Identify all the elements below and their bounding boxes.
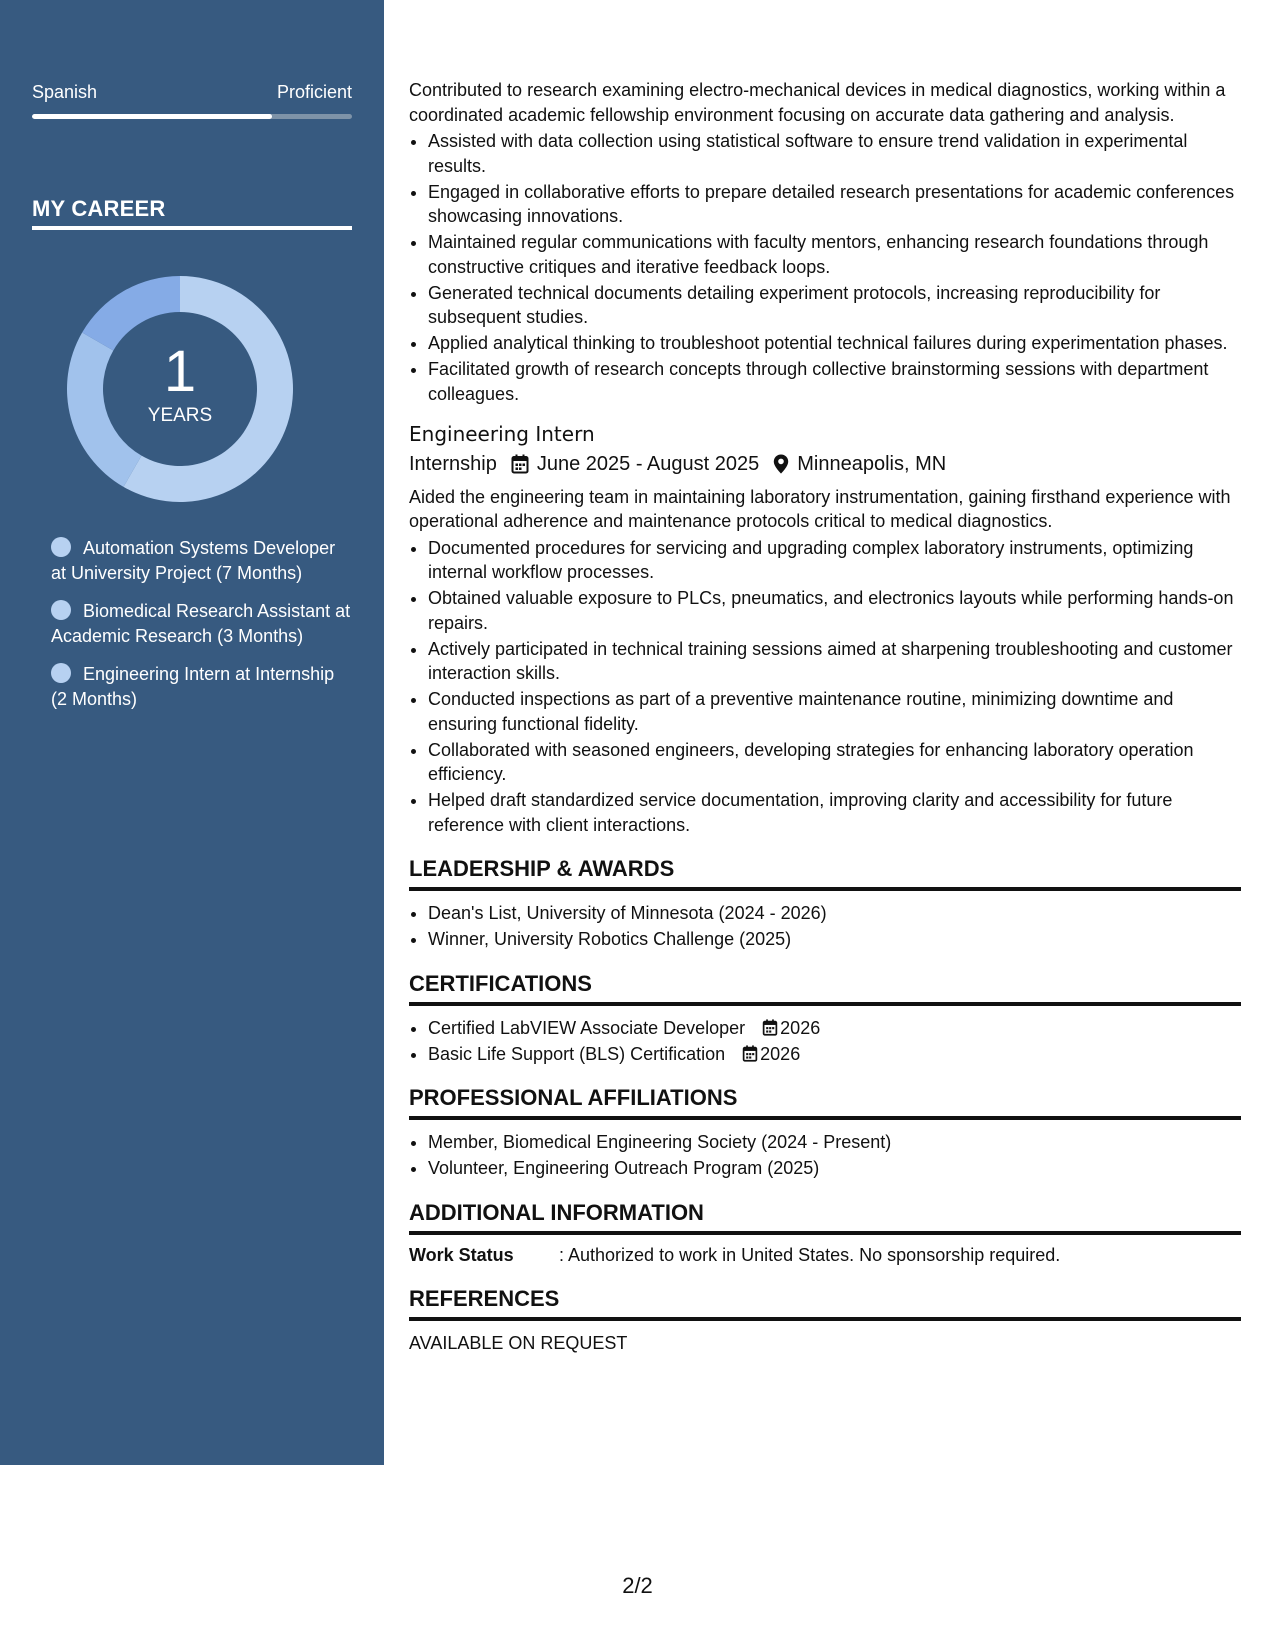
calendar-icon bbox=[511, 454, 529, 474]
certification-item bbox=[428, 1016, 1241, 1041]
job-bullet: • Generated technical documents detailing experiment protocols, increasing reproducibility for subsequent studies. bbox=[428, 281, 1241, 330]
job-company: Internship bbox=[409, 453, 497, 475]
legend-dot bbox=[51, 663, 71, 683]
certification-year: 2026 bbox=[780, 1017, 821, 1038]
job-bullet: • Actively participated in technical training sessions aimed at sharpening troubleshooting and customer interaction skills. bbox=[428, 637, 1241, 686]
section-heading-certifications: CERTIFICATIONS bbox=[409, 970, 1241, 1006]
legend-dot bbox=[51, 537, 71, 557]
list-item: • Dean's List, University of Minnesota (2024 - 2026) bbox=[428, 901, 1241, 926]
work-status-row bbox=[409, 1243, 1241, 1268]
section-heading-additional-info: ADDITIONAL INFORMATION bbox=[409, 1199, 1241, 1235]
leadership-list bbox=[409, 901, 1241, 952]
job-bullet: • Obtained valuable exposure to PLCs, pneumatics, and electronics layouts while performing hands-on repairs. bbox=[428, 586, 1241, 635]
job-bullets bbox=[409, 536, 1241, 838]
affiliations-list bbox=[409, 1130, 1241, 1181]
page-number: 2/2 bbox=[622, 1573, 653, 1598]
career-years-value: 1 bbox=[163, 339, 197, 404]
language-row bbox=[32, 82, 352, 103]
job-bullet: • Engaged in collaborative efforts to prepare detailed research presentations for academic conferences showcasing innovations. bbox=[428, 180, 1241, 229]
language-level: Proficient bbox=[276, 82, 352, 102]
job-summary: Contributed to research examining electro-mechanical devices in medical diagnostics, working within a coordinated academic fellowship environment focusing on accurate data gathering and analysis. bbox=[409, 80, 1226, 125]
job-bullet: • Conducted inspections as part of a preventive maintenance routine, minimizing downtime and ensuring functional fidelity. bbox=[428, 687, 1241, 736]
career-list bbox=[51, 536, 351, 725]
main-content bbox=[409, 78, 1241, 1356]
career-item: Biomedical Research Assistant at Academic Research (3 Months) bbox=[51, 601, 351, 646]
career-section-title: MY CAREER bbox=[32, 196, 352, 230]
job-bullet: • Collaborated with seasoned engineers, developing strategies for enhancing laboratory operation efficiency. bbox=[428, 738, 1241, 787]
job-dates: June 2025 - August 2025 bbox=[536, 453, 760, 475]
career-donut-center bbox=[67, 276, 293, 502]
job-bullet: • Maintained regular communications with faculty mentors, enhancing research foundations through constructive critiques and iterative feedback loops. bbox=[428, 230, 1241, 279]
calendar-icon bbox=[742, 1045, 758, 1062]
legend-dot bbox=[51, 600, 71, 620]
work-status-label: Work Status bbox=[409, 1244, 514, 1265]
certification-name: Basic Life Support (BLS) Certification bbox=[428, 1043, 726, 1064]
job-bullet: • Documented procedures for servicing and upgrading complex laboratory instruments, optimizing internal workflow processes. bbox=[428, 536, 1241, 585]
language-proficiency-fill bbox=[32, 114, 272, 119]
job-bullets bbox=[409, 129, 1241, 406]
list-item: • Member, Biomedical Engineering Society (2024 - Present) bbox=[428, 1130, 1241, 1155]
work-status-value: : Authorized to work in United States. No sponsorship required. bbox=[559, 1244, 1061, 1265]
calendar-icon bbox=[762, 1019, 778, 1036]
job-title: Engineering Intern bbox=[409, 422, 595, 446]
job-location: Minneapolis, MN bbox=[797, 453, 947, 475]
section-heading-references: REFERENCES bbox=[409, 1285, 1241, 1321]
map-pin-icon bbox=[773, 454, 789, 474]
sidebar bbox=[0, 0, 384, 1465]
career-item: Automation Systems Developer at University Project (7 Months) bbox=[51, 538, 336, 583]
career-item: Engineering Intern at Internship (2 Months) bbox=[51, 664, 335, 709]
job-bullet: • Assisted with data collection using statistical software to ensure trend validation in experimental results. bbox=[428, 129, 1241, 178]
certification-name: Certified LabVIEW Associate Developer bbox=[428, 1017, 746, 1038]
section-heading-affiliations: PROFESSIONAL AFFILIATIONS bbox=[409, 1084, 1241, 1120]
job-bullet: • Applied analytical thinking to troubleshoot potential technical failures during experimentation phases. bbox=[428, 331, 1241, 356]
list-item: • Winner, University Robotics Challenge (2025) bbox=[428, 927, 1241, 952]
language-name: Spanish bbox=[32, 82, 98, 102]
certifications-list bbox=[409, 1016, 1241, 1067]
certification-item bbox=[428, 1042, 1241, 1067]
career-years-unit: YEARS bbox=[147, 405, 213, 426]
list-item: • Volunteer, Engineering Outreach Program (2025) bbox=[428, 1156, 1241, 1181]
job-bullet: • Helped draft standardized service documentation, improving clarity and accessibility for future reference with client interactions. bbox=[428, 788, 1241, 837]
section-heading-leadership: LEADERSHIP & AWARDS bbox=[409, 855, 1241, 891]
language-proficiency-bar bbox=[32, 114, 352, 119]
job-bullet: • Facilitated growth of research concepts through collective brainstorming sessions with department colleagues. bbox=[428, 357, 1241, 406]
job-meta bbox=[409, 452, 1241, 477]
job-summary: Aided the engineering team in maintaining laboratory instrumentation, gaining firsthand experience with operational adherence and maintenance protocols critical to medical diagnostics. bbox=[409, 486, 1231, 531]
references-text: AVAILABLE ON REQUEST bbox=[409, 1333, 628, 1353]
certification-year: 2026 bbox=[760, 1043, 801, 1064]
